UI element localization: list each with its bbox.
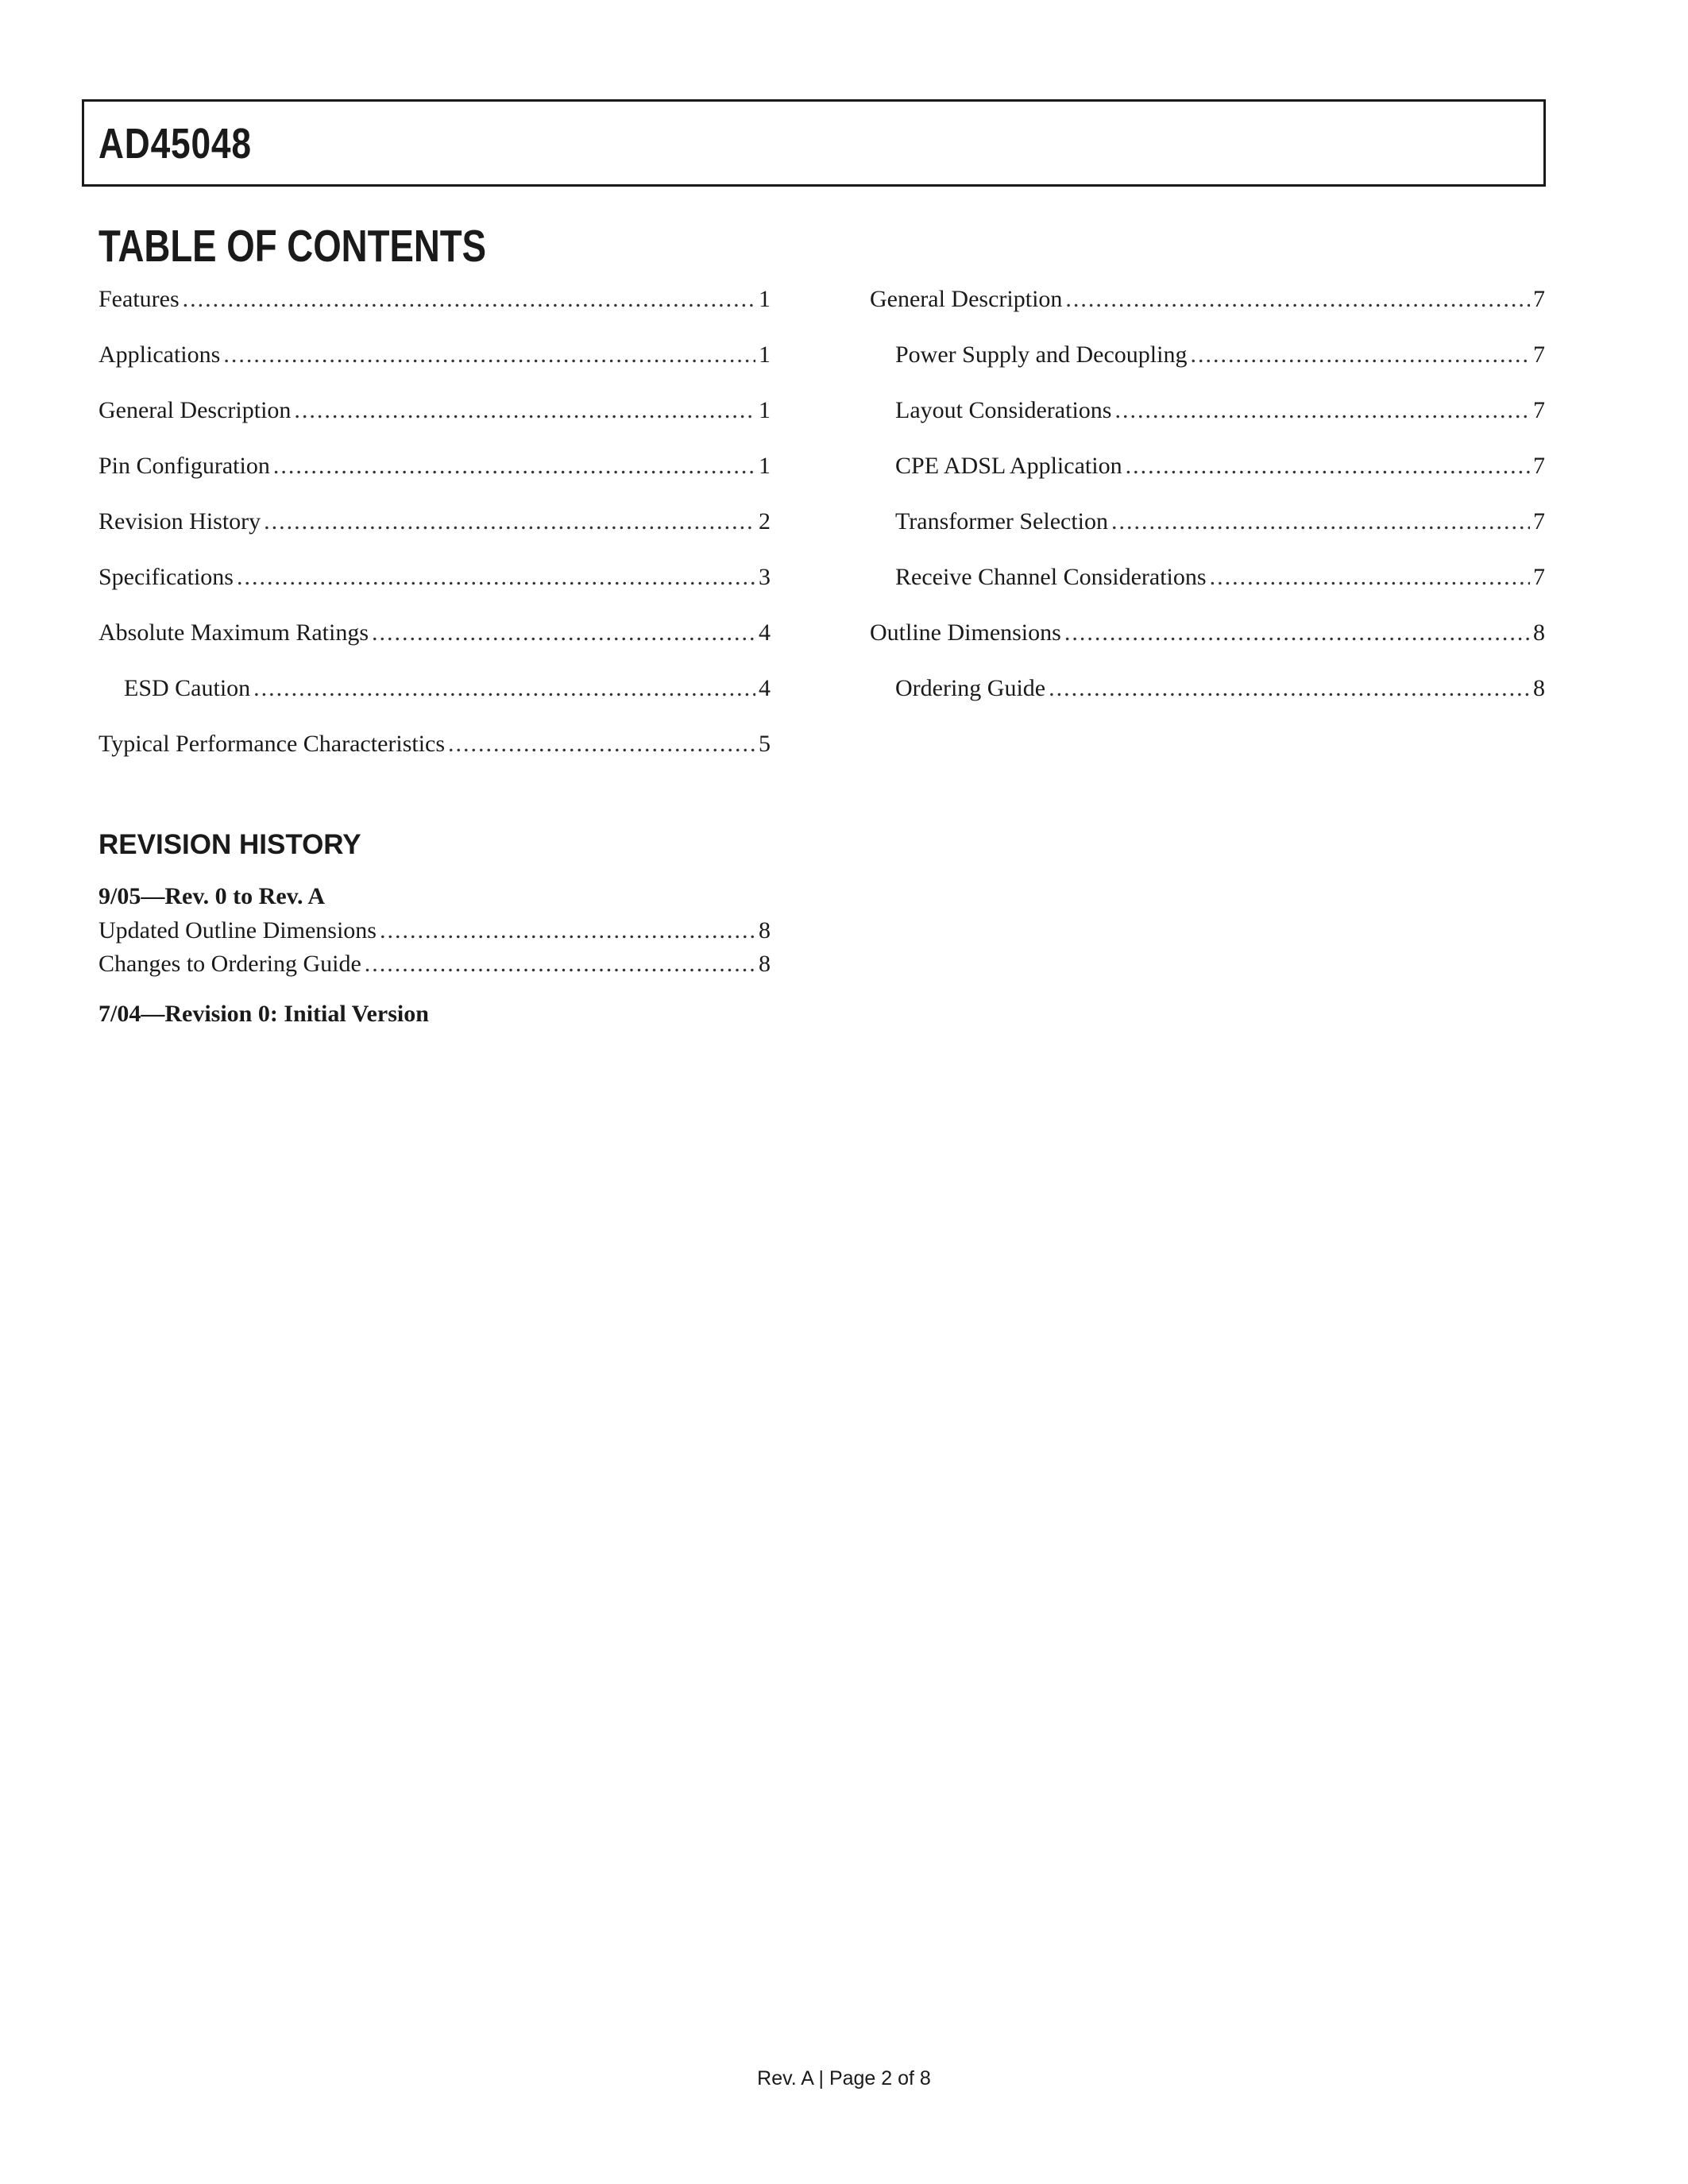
toc-entry-applications[interactable]	[98, 338, 771, 393]
toc-entry-page: 7	[1533, 286, 1545, 312]
toc-leader	[365, 947, 755, 982]
toc-entry-esd-caution[interactable]	[98, 671, 771, 727]
toc-leader	[1114, 393, 1530, 428]
toc-entry-receive-channel-considerations[interactable]	[870, 560, 1545, 615]
toc-entry-general-description-2[interactable]	[870, 282, 1545, 338]
toc-entry-label: Absolute Maximum Ratings	[98, 619, 369, 646]
part-number: AD45048	[98, 120, 252, 168]
toc-entry-features[interactable]	[98, 282, 771, 338]
revision-heading: 9/05—Rev. 0 to Rev. A	[98, 883, 325, 909]
toc-entry-page: 7	[1533, 453, 1545, 479]
toc-entry-ordering-guide[interactable]	[870, 671, 1545, 727]
toc-leader	[1049, 671, 1530, 706]
toc-entry-page: 7	[1533, 508, 1545, 534]
toc-leader	[223, 338, 755, 372]
toc-entry-power-supply-and-decoupling[interactable]	[870, 338, 1545, 393]
toc-column-right	[870, 282, 1545, 727]
toc-entry-label: Typical Performance Characteristics	[98, 731, 446, 757]
toc-leader	[237, 560, 755, 595]
toc-entry-label: Revision History	[98, 508, 261, 534]
toc-entry-label: CPE ADSL Application	[895, 453, 1122, 479]
toc-entry-absolute-maximum-ratings[interactable]	[98, 615, 771, 671]
toc-entry-label: Pin Configuration	[98, 453, 270, 479]
toc-leader	[1111, 504, 1530, 539]
toc-entry-page: 4	[759, 675, 771, 701]
revision-heading: 7/04—Revision 0: Initial Version	[98, 1001, 429, 1027]
toc-entry-page: 1	[759, 341, 771, 368]
toc-entry-page: 8	[1533, 675, 1545, 701]
revision-change-label: Updated Outline Dimensions	[98, 917, 377, 943]
toc-entry-page: 1	[759, 453, 771, 479]
toc-entry-page: 8	[1533, 619, 1545, 646]
toc-entry-page: 1	[759, 397, 771, 423]
toc-title: TABLE OF CONTENTS	[98, 221, 487, 272]
revision-rev-0	[98, 997, 771, 1031]
toc-entry-transformer-selection[interactable]	[870, 504, 1545, 560]
toc-entry-label: Ordering Guide	[895, 675, 1046, 701]
toc-entry-cpe-adsl-application[interactable]	[870, 449, 1545, 504]
toc-entry-label: Receive Channel Considerations	[895, 564, 1207, 590]
revision-rev-a	[98, 880, 771, 980]
toc-leader	[448, 727, 755, 762]
toc-entry-page: 7	[1533, 397, 1545, 423]
revision-change-page: 8	[759, 917, 771, 943]
toc-entry-label: Power Supply and Decoupling	[895, 341, 1188, 368]
toc-entry-typical-performance-characteristics[interactable]	[98, 727, 771, 782]
toc-entry-label: ESD Caution	[124, 675, 251, 701]
revision-history-title: REVISION HISTORY	[98, 829, 361, 860]
toc-entry-pin-configuration[interactable]	[98, 449, 771, 504]
toc-entry-page: 1	[759, 286, 771, 312]
toc-leader	[1210, 560, 1530, 595]
toc-leader	[1190, 338, 1530, 372]
revision-change-item[interactable]	[98, 947, 771, 980]
toc-leader	[1065, 282, 1530, 317]
toc-entry-page: 3	[759, 564, 771, 590]
toc-leader	[380, 913, 755, 948]
toc-entry-layout-considerations[interactable]	[870, 393, 1545, 449]
toc-column-left	[98, 282, 771, 782]
toc-entry-page: 5	[759, 731, 771, 757]
toc-leader	[183, 282, 755, 317]
toc-entry-label: Layout Considerations	[895, 397, 1112, 423]
toc-leader	[294, 393, 755, 428]
page-footer: Rev. A | Page 2 of 8	[757, 2067, 931, 2089]
toc-entry-label: Features	[98, 286, 180, 312]
toc-leader	[1064, 615, 1530, 650]
toc-entry-general-description[interactable]	[98, 393, 771, 449]
toc-leader	[264, 504, 755, 539]
revision-change-item[interactable]	[98, 913, 771, 947]
revision-change-list	[98, 913, 771, 980]
toc-entry-page: 2	[759, 508, 771, 534]
toc-entry-label: General Description	[870, 286, 1063, 312]
toc-leader	[273, 449, 755, 484]
toc-entry-label: Transformer Selection	[895, 508, 1109, 534]
toc-entry-label: General Description	[98, 397, 292, 423]
toc-entry-page: 4	[759, 619, 771, 646]
toc-entry-label: Specifications	[98, 564, 234, 590]
toc-entry-revision-history[interactable]	[98, 504, 771, 560]
toc-entry-label: Outline Dimensions	[870, 619, 1061, 646]
toc-entry-page: 7	[1533, 564, 1545, 590]
revision-change-page: 8	[759, 951, 771, 977]
toc-leader	[253, 671, 755, 706]
toc-leader	[372, 615, 755, 650]
revision-change-label: Changes to Ordering Guide	[98, 951, 361, 977]
toc-entry-label: Applications	[98, 341, 221, 368]
toc-entry-outline-dimensions[interactable]	[870, 615, 1545, 671]
toc-entry-specifications[interactable]	[98, 560, 771, 615]
toc-leader	[1126, 449, 1530, 484]
toc-entry-page: 7	[1533, 341, 1545, 368]
header-box	[82, 99, 1546, 187]
